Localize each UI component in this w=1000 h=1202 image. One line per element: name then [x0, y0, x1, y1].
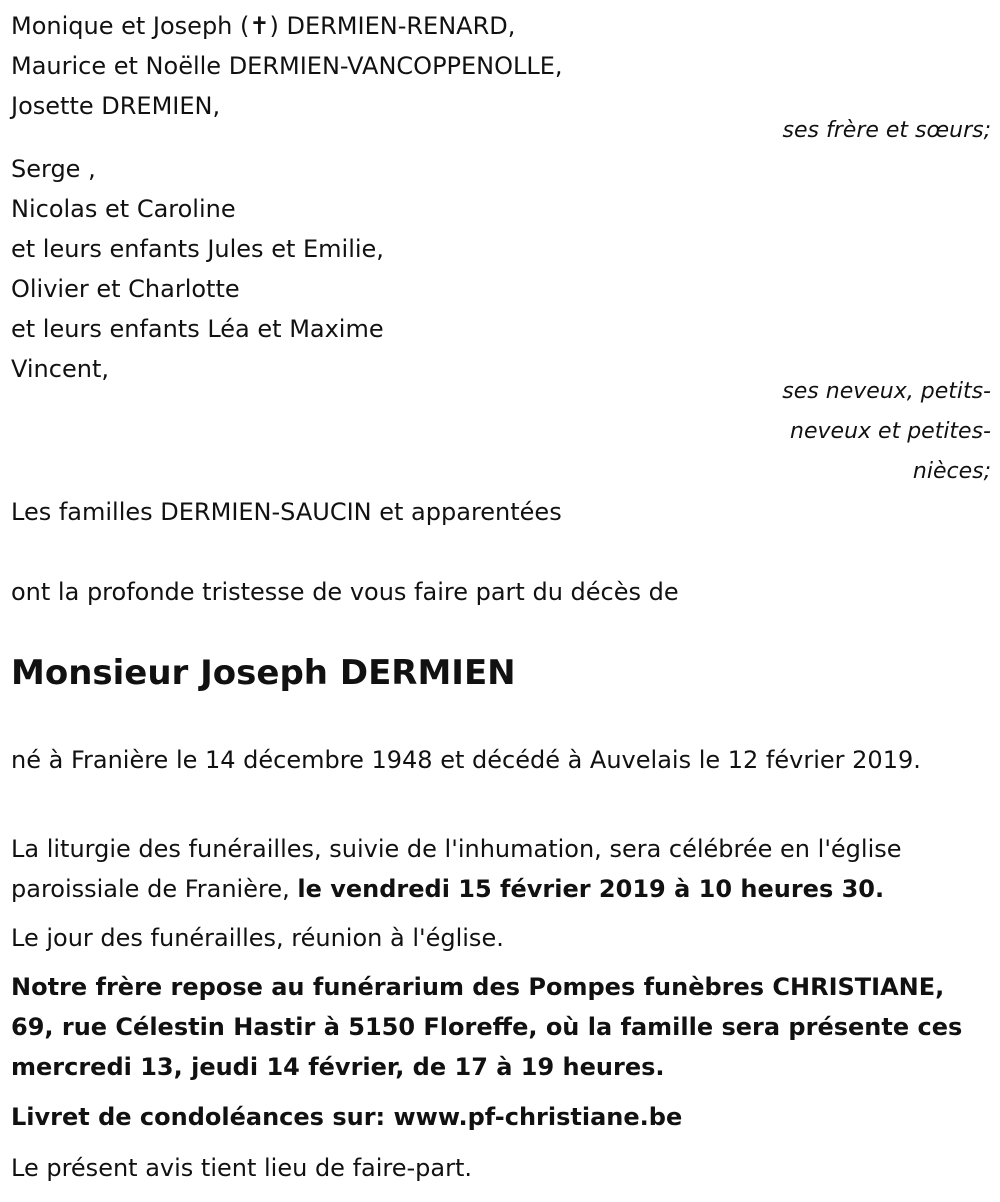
liturgy-date: le vendredi 15 février 2019 à 10 heures 30. [297, 875, 885, 903]
nephew-line: Olivier et Charlotte [11, 275, 240, 303]
liturgy-text: La liturgie des funérailles, suivie de l'inhumation, sera célébrée en l'église paroissiale de Franière, [11, 835, 902, 903]
intro-line: ont la profonde tristesse de vous faire part du décès de [11, 578, 679, 606]
sibling-line: Josette DREMIEN, [11, 92, 221, 120]
nephews-relation: ses neveux, petits-neveux et petites-nièces; [782, 379, 991, 484]
siblings-list [11, 6, 563, 126]
sibling-line: Maurice et Noëlle DERMIEN-VANCOPPENOLLE, [11, 52, 563, 80]
nephew-line: Serge , [11, 155, 96, 183]
nephew-line: Vincent, [11, 355, 109, 383]
siblings-relation: ses frère et sœurs; [782, 118, 991, 143]
sibling-line: Monique et Joseph (✝) DERMIEN-RENARD, [11, 12, 516, 40]
nephew-line: et leurs enfants Jules et Emilie, [11, 235, 384, 263]
nephew-line: et leurs enfants Léa et Maxime [11, 315, 384, 343]
deceased-name: Monsieur Joseph DERMIEN [11, 653, 516, 693]
notice-line: Le présent avis tient lieu de faire-part. [11, 1154, 473, 1182]
resting-place-paragraph: Notre frère repose au funérarium des Pompes funèbres CHRISTIANE, 69, rue Célestin Hastir à 5150 Floreffe, où la famille sera présente ces mercredi 13, jeudi 14 février, de 17 à 19 heures. [11, 973, 963, 1081]
birth-death-paragraph: né à Franière le 14 décembre 1948 et décédé à Auvelais le 12 février 2019. [11, 746, 921, 774]
families-line: Les familles DERMIEN-SAUCIN et apparentées [11, 498, 562, 526]
funeral-day-paragraph: Le jour des funérailles, réunion à l'église. [11, 924, 504, 952]
nephews-list [11, 149, 384, 389]
condolences-line: Livret de condoléances sur: www.pf-christiane.be [11, 1103, 683, 1131]
liturgy-paragraph [11, 829, 991, 909]
nephew-line: Nicolas et Caroline [11, 195, 236, 223]
